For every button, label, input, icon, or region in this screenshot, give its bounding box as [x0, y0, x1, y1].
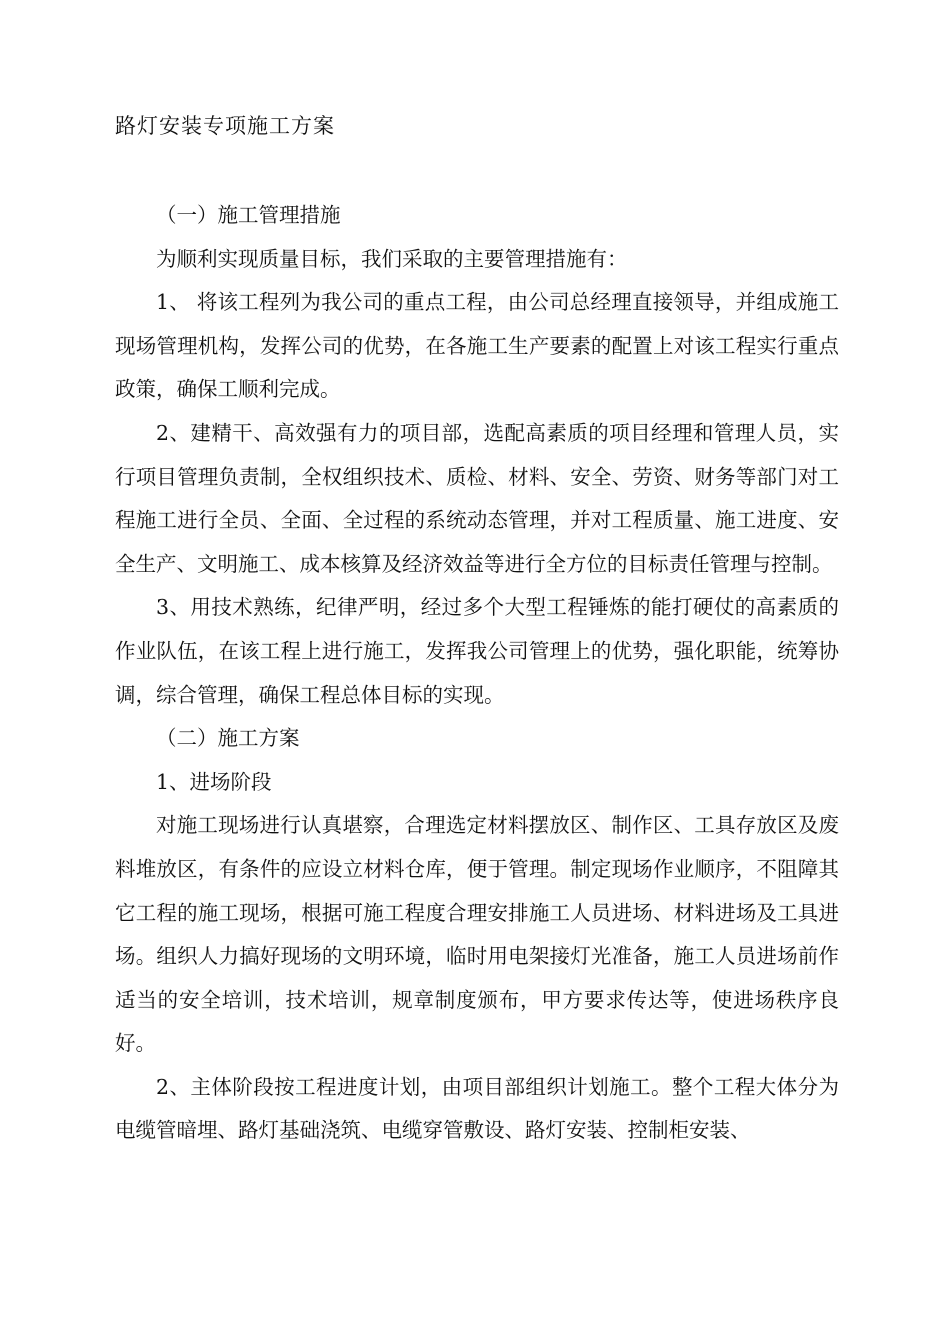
- paragraph-measure-2: 2、建精干、高效强有力的项目部，选配高素质的项目经理和管理人员，实行项目管理负责制，全权组织技术、质检、材料、安全、劳资、财务等部门对工程施工进行全员、全面、全过程的系统动态管理，并对工程质量、施工进度、安全生产、文明施工、成本核算及经济效益等进行全方位的目标责任管理与控制。: [115, 420, 839, 576]
- section-heading-plan: （二）施工方案: [156, 726, 300, 751]
- subheading-entry-stage: 1、进场阶段: [156, 769, 272, 794]
- paragraph-intro: 为顺利实现质量目标，我们采取的主要管理措施有：: [156, 246, 628, 271]
- paragraph-measure-3: 3、用技术熟练，纪律严明，经过多个大型工程锤炼的能打硬仗的高素质的作业队伍，在该工程上进行施工，发挥我公司管理上的优势，强化职能，统筹协调，综合管理，确保工程总体目标的实现。: [115, 595, 839, 707]
- document-body: [115, 194, 839, 1153]
- section-heading-management: （一）施工管理措施: [156, 203, 341, 227]
- paragraph-entry-stage: 对施工现场进行认真堪察，合理选定材料摆放区、制作区、工具存放区及废料堆放区，有条件的应设立材料仓库，便于管理。制定现场作业顺序，不阻障其它工程的施工现场，根据可施工程度合理安排施工人员进场、材料进场及工具进场。组织人力搞好现场的文明环境，临时用电架接灯光准备，施工人员进场前作适当的安全培训，技术培训，规章制度颁布，甲方要求传达等，使进场秩序良好。: [115, 813, 839, 1056]
- paragraph-main-stage: 2、主体阶段按工程进度计划，由项目部组织计划施工。整个工程大体分为电缆管暗埋、路灯基础浇筑、电缆穿管敷设、路灯安装、控制柜安装、: [115, 1074, 839, 1143]
- paragraph-measure-1: 1、 将该工程列为我公司的重点工程，由公司总经理直接领导，并组成施工现场管理机构，发挥公司的优势，在各施工生产要素的配置上对该工程实行重点政策，确保工顺利完成。: [115, 290, 839, 402]
- document-title: 路灯安装专项施工方案: [115, 114, 335, 138]
